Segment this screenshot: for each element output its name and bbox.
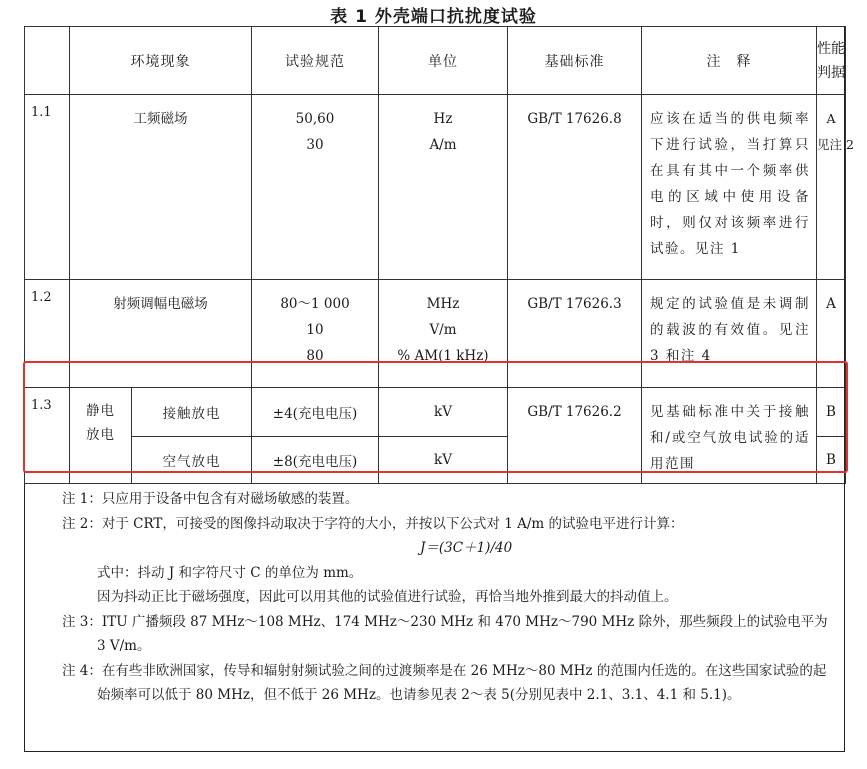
unit: kV (379, 437, 508, 484)
spec-value: 10 (306, 322, 324, 338)
performance-criterion: B (817, 437, 846, 484)
air-discharge: 空气放电 (132, 437, 252, 484)
header-env: 环境现象 (70, 27, 252, 95)
remark: 应该在适当的供电频率下进行试验，当打算只在具有其中一个频率供电的区域中使用设备时，则仅对该频率进行试验。见注 1 (642, 95, 817, 280)
note-2-formula: J＝(3C＋1)/40 (420, 540, 513, 556)
contact-discharge: 接触放电 (132, 388, 252, 437)
base-standard: GB/T 17626.2 (508, 388, 642, 484)
spec-value: 50,60 (295, 111, 335, 127)
header-row (25, 27, 846, 95)
performance-criterion: A (817, 280, 846, 388)
table-notes (62, 487, 838, 708)
header-unit: 单位 (379, 27, 508, 95)
unit-value: V/m (429, 322, 457, 338)
header-perf (817, 27, 846, 95)
spec-value: 80 (306, 348, 324, 364)
criterion-note: 见注 2 (817, 137, 854, 152)
unit-value: Hz (433, 111, 453, 127)
note-2-where: 式中：抖动 J 和字符尺寸 C 的单位为 mm。 (97, 564, 363, 581)
row-number: 1.2 (25, 280, 70, 388)
unit (379, 280, 508, 388)
criterion-value: A (826, 111, 836, 126)
remark: 规定的试验值是未调制的载波的有效值。见注 3 和注 4 (642, 280, 817, 388)
group-line: 静电 (86, 403, 115, 419)
env-phenomenon: 射频调幅电磁场 (70, 280, 252, 388)
unit (379, 95, 508, 280)
immunity-test-table (24, 26, 854, 484)
note-2-extra: 因为抖动正比于磁场强度，因此可以用其他的试验值进行试验，再恰当地外推到最大的抖动值上。 (97, 589, 678, 605)
performance-criterion: B (817, 388, 846, 437)
esd-group (70, 388, 132, 484)
remark: 见基础标准中关于接触和/或空气放电试验的适用范围 (642, 388, 817, 484)
header-perf-line2: 判据 (817, 64, 845, 81)
header-num (25, 27, 70, 95)
unit-value: MHz (426, 296, 460, 312)
table-row (25, 388, 846, 437)
table-row (25, 95, 846, 280)
header-spec: 试验规范 (252, 27, 379, 95)
env-phenomenon: 工频磁场 (70, 95, 252, 280)
header-std: 基础标准 (508, 27, 642, 95)
note-4: 注 4：在有些非欧洲国家，传导和辐射射频试验之间的过渡频率是在 26 MHz～80 MHz 的范围内任选的。在这些国家试验的起始频率可以低于 80 MHz，但不低于 26 MHz。也请参见表 2～表 5(分别见表中 2.1、3.1、4.1 和 5.1)。 (62, 662, 827, 703)
table-title: 表 1 外壳端口抗扰度试验 (330, 7, 537, 27)
header-note: 注 释 (642, 27, 817, 95)
base-standard: GB/T 17626.8 (508, 95, 642, 280)
test-spec: ±4(充电电压) (252, 388, 379, 437)
base-standard: GB/T 17626.3 (508, 280, 642, 388)
test-spec: ±8(充电电压) (252, 437, 379, 484)
table-row (25, 280, 846, 388)
header-perf-line1: 性能 (817, 40, 845, 57)
row-number: 1.3 (25, 388, 70, 484)
note-2: 注 2：对于 CRT，可接受的图像抖动取决于字符的大小，并按以下公式对 1 A/m 的试验电平进行计算： (62, 515, 684, 532)
unit-value: A/m (429, 137, 457, 153)
test-spec (252, 280, 379, 388)
row-number: 1.1 (25, 95, 70, 280)
unit: kV (379, 388, 508, 437)
unit-value: % AM(1 kHz) (397, 348, 489, 364)
test-spec (252, 95, 379, 280)
note-3: 注 3：ITU 广播频段 87 MHz～108 MHz、174 MHz～230 MHz 和 470 MHz～790 MHz 除外，那些频段上的试验电平为 3 V/m。 (62, 613, 828, 654)
spec-value: 30 (306, 137, 324, 153)
note-1: 注 1：只应用于设备中包含有对磁场敏感的装置。 (62, 491, 359, 507)
group-line: 放电 (86, 427, 115, 443)
performance-criterion (817, 95, 854, 280)
spec-value: 80～1 000 (280, 296, 350, 312)
